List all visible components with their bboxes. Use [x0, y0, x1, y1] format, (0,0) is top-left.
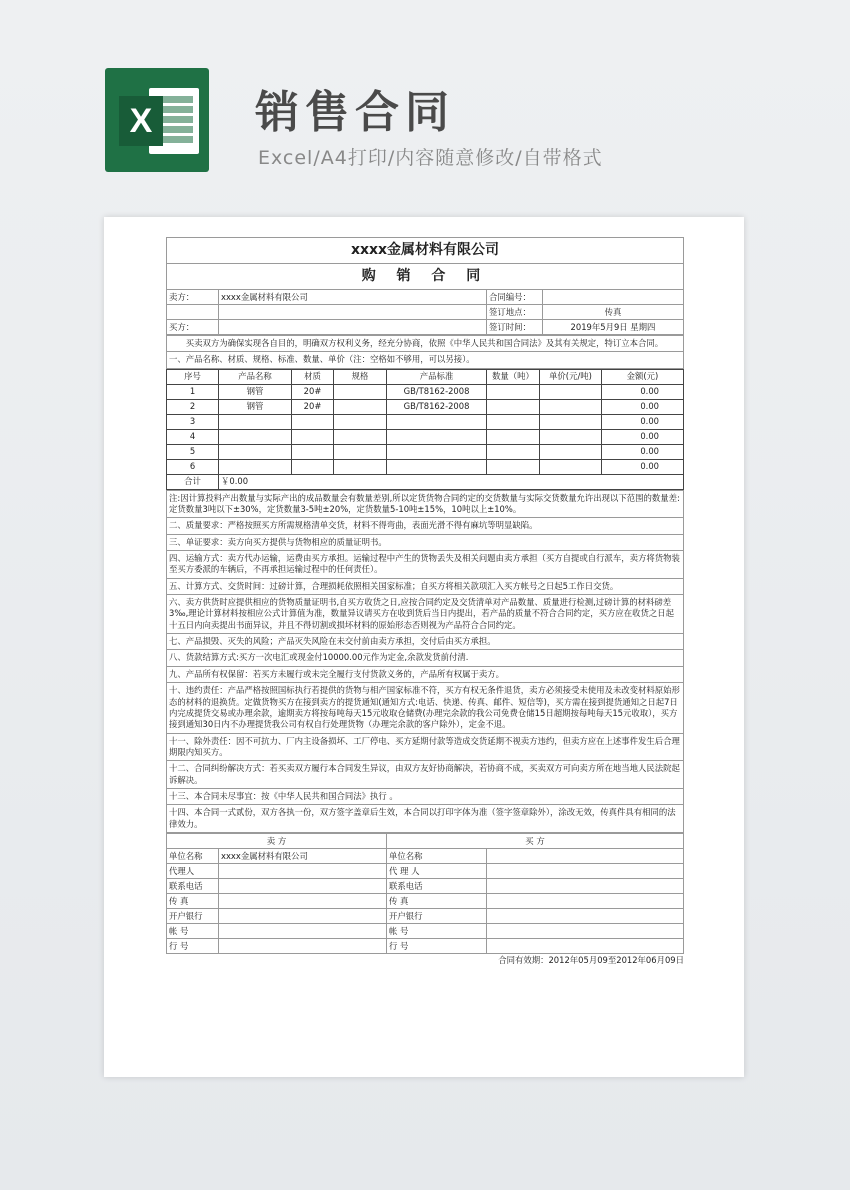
item-no: 5 [167, 444, 219, 459]
item-material [292, 429, 334, 444]
party-lv [219, 908, 387, 923]
party-row [167, 923, 684, 938]
table-row [167, 384, 684, 399]
items-header-cell: 数量（吨） [487, 369, 540, 384]
party-lv [219, 893, 387, 908]
item-std: GB/T8162-2008 [387, 399, 487, 414]
party-l: 传 真 [167, 893, 219, 908]
clause-text: 二、质量要求：严格按照买方所需规格清单交货，材料不得弯曲，表面光滑不得有麻坑等明显缺陷。 [167, 518, 684, 534]
party-row [167, 848, 684, 863]
item-price [540, 444, 602, 459]
clauses-table [166, 490, 684, 833]
clause-text: 十二、合同纠纷解决方式：若买卖双方履行本合同发生异议，由双方友好协商解决，若协商不成，买卖双方可向卖方所在地当地人民法院起诉解决。 [167, 761, 684, 789]
party-rv [487, 878, 684, 893]
item-qty [487, 384, 540, 399]
clause-text: 七、产品损毁、灭失的风险；产品灭失风险在未交付前由卖方承担，交付后由买方承担。 [167, 634, 684, 650]
item-std [387, 429, 487, 444]
item-name: 钢管 [219, 399, 292, 414]
total-value: ￥0.00 [219, 474, 684, 489]
items-header-cell: 序号 [167, 369, 219, 384]
party-l: 帐 号 [167, 923, 219, 938]
item-amount: 0.00 [602, 399, 684, 414]
party-r: 开户银行 [387, 908, 487, 923]
contract-no-label: 合同编号： [487, 290, 543, 305]
items-header-cell: 规格 [334, 369, 387, 384]
items-table [166, 369, 684, 490]
item-spec [334, 414, 387, 429]
item-no: 4 [167, 429, 219, 444]
contract-sheet [166, 237, 684, 965]
clause-text: 十三、本合同未尽事宜：按《中华人民共和国合同法》执行 。 [167, 788, 684, 804]
sign-place-value: 传真 [543, 305, 684, 320]
item-spec [334, 459, 387, 474]
items-header-cell: 金额(元) [602, 369, 684, 384]
sign-time-label: 签订时间： [487, 320, 543, 335]
party-rv [487, 908, 684, 923]
seller-label: 卖方： [167, 290, 219, 305]
sign-place-label: 签订地点： [487, 305, 543, 320]
company-name: xxxx金属材料有限公司 [167, 238, 684, 264]
party-lv: xxxx金属材料有限公司 [219, 848, 387, 863]
item-spec [334, 444, 387, 459]
item-qty [487, 399, 540, 414]
clause-text: 四、运输方式：卖方代办运输，运费由买方承担。运输过程中产生的货物丢失及相关问题由卖方承担（买方自提或自行派车，卖方将货物装至买方委派的车辆后，不再承担运输过程中的任何责任）。 [167, 551, 684, 579]
party-r: 帐 号 [387, 923, 487, 938]
item-name [219, 444, 292, 459]
party-lv [219, 938, 387, 953]
table-row [167, 444, 684, 459]
item-amount: 0.00 [602, 444, 684, 459]
items-header-cell: 产品名称 [219, 369, 292, 384]
party-l: 行 号 [167, 938, 219, 953]
sign-time-value: 2019年5月9日 星期四 [543, 320, 684, 335]
buyer-party-header: 买 方 [387, 833, 684, 848]
item-price [540, 429, 602, 444]
contract-title: 购 销 合 同 [167, 264, 684, 290]
clause-text: 五、计算方式、交货时间：过磅计算，合理损耗依照相关国家标准；自买方将相关款项汇入买方帐号之日起5工作日交货。 [167, 578, 684, 594]
item-qty [487, 459, 540, 474]
header-table [166, 237, 684, 335]
buyer-value [219, 320, 487, 335]
intro-text: 买卖双方为确保实现各自目的，明确双方权利义务，经充分协商，依照《中华人民共和国合同法》及其有关规定，特订立本合同。 [167, 336, 684, 352]
items-header-row [167, 369, 684, 384]
item-amount: 0.00 [602, 414, 684, 429]
item-spec [334, 384, 387, 399]
item-qty [487, 444, 540, 459]
item-spec [334, 399, 387, 414]
seller-party-header: 卖 方 [167, 833, 387, 848]
item-no: 2 [167, 399, 219, 414]
seller-value: xxxx金属材料有限公司 [219, 290, 487, 305]
party-r: 代 理 人 [387, 863, 487, 878]
party-row [167, 938, 684, 953]
item-price [540, 384, 602, 399]
buyer-label: 买方： [167, 320, 219, 335]
clause-text: 六、卖方供货时应提供相应的货物质量证明书,自买方收货之日,应按合同约定及交货清单对产品数量、质量进行检测,过磅计算的材料磅差3‰,理论计算材料按相应公式计算值为准，数量异议请买方在收到货后当日内提出，若产品的质量不符合合同约定，买方应在收货之日起十五日内向卖提出书面异议，并且不得切割或损坏材料的原始形态否则视为产品符合合同约定。 [167, 595, 684, 634]
party-lv [219, 863, 387, 878]
section-1-title: 一、产品名称、材质、规格、标准、数量、单价（注：空格如不够用，可以另接）。 [167, 352, 684, 368]
excel-x-icon: X [119, 96, 163, 146]
party-rv [487, 893, 684, 908]
table-row [167, 414, 684, 429]
item-no: 6 [167, 459, 219, 474]
item-price [540, 399, 602, 414]
item-amount: 0.00 [602, 459, 684, 474]
party-rv [487, 923, 684, 938]
table-row [167, 429, 684, 444]
contract-validity: 合同有效期：2012年05月09至2012年06月09日 [498, 954, 684, 965]
items-header-cell: 材质 [292, 369, 334, 384]
item-qty [487, 429, 540, 444]
item-material: 20# [292, 399, 334, 414]
party-row [167, 908, 684, 923]
party-rv [487, 938, 684, 953]
item-material [292, 459, 334, 474]
item-no: 1 [167, 384, 219, 399]
parties-table [166, 833, 684, 954]
total-row [167, 474, 684, 489]
items-header-cell: 单价(元/吨) [540, 369, 602, 384]
party-row [167, 863, 684, 878]
total-label: 合计 [167, 474, 219, 489]
table-row [167, 459, 684, 474]
party-r: 单位名称 [387, 848, 487, 863]
item-amount: 0.00 [602, 429, 684, 444]
clause-text: 十一、除外责任：因不可抗力、厂内主设备损坏、工厂停电、买方延期付款等造成交货延期不视卖方违约，但卖方应在上述事件发生后合理期限内知买方。 [167, 733, 684, 761]
party-l: 开户银行 [167, 908, 219, 923]
item-name [219, 459, 292, 474]
party-r: 行 号 [387, 938, 487, 953]
item-material [292, 444, 334, 459]
item-std [387, 444, 487, 459]
party-rv [487, 848, 684, 863]
excel-logo [105, 68, 209, 172]
item-material: 20# [292, 384, 334, 399]
clause-text: 十四、本合同一式贰份，双方各执一份，双方签字盖章后生效，本合同以打印字体为准（签字签章除外），涂改无效，传真件具有相同的法律效力。 [167, 805, 684, 833]
party-row [167, 893, 684, 908]
party-lv [219, 878, 387, 893]
item-spec [334, 429, 387, 444]
party-r: 传 真 [387, 893, 487, 908]
item-qty [487, 414, 540, 429]
clause-text: 三、单证要求：卖方向买方提供与货物相应的质量证明书。 [167, 534, 684, 550]
item-material [292, 414, 334, 429]
item-price [540, 459, 602, 474]
quantity-note: 注:因计算投料产出数量与实际产出的成品数量会有数量差别,所以定货货物合同约定的交货数量与实际交货数量允许出现以下范围的数量差:定货数量3吨以下±30%，定货数量3-5吨±20%，定货数量5-10吨±15%，10吨以上±10%。 [167, 490, 684, 518]
item-price [540, 414, 602, 429]
party-lv [219, 923, 387, 938]
item-std [387, 459, 487, 474]
item-amount: 0.00 [602, 384, 684, 399]
party-r: 联系电话 [387, 878, 487, 893]
item-name: 钢管 [219, 384, 292, 399]
item-std: GB/T8162-2008 [387, 384, 487, 399]
party-l: 代理人 [167, 863, 219, 878]
item-name [219, 414, 292, 429]
page-subtitle: Excel/A4打印/内容随意修改/自带格式 [258, 147, 603, 169]
party-l: 单位名称 [167, 848, 219, 863]
document-preview [104, 217, 744, 1077]
page-title: 销售合同 [255, 87, 455, 138]
clause-text: 十、违约责任：产品严格按照国标执行若提供的货物与相产国家标准不符，买方有权无条件退货，卖方必须接受未使用及未改变材料原始形态的材料的退换货。定做货物买方在接到卖方的提货通知(通知方式:电话、快递、传真、邮件、短信等)，买方需在接到提货通知之日起7日内完成提货交易或办理余款，逾期卖方将按每吨每天15元收取仓储费(办理完余款的我公司免费仓储15日超期按每吨每天15元收取），买方接到通知30日内不办理提货我公司有权自行处理货物（办理完余款的客户除外），定金不退。 [167, 683, 684, 733]
clause-text: 九、产品所有权保留：若买方未履行或未完全履行支付货款义务的，产品所有权属于卖方。 [167, 666, 684, 682]
party-l: 联系电话 [167, 878, 219, 893]
party-row [167, 878, 684, 893]
contract-no-value [543, 290, 684, 305]
party-rv [487, 863, 684, 878]
item-name [219, 429, 292, 444]
item-std [387, 414, 487, 429]
item-no: 3 [167, 414, 219, 429]
items-header-cell: 产品标准 [387, 369, 487, 384]
table-row [167, 399, 684, 414]
clause-text: 八、货款结算方式:买方一次电汇或现金付10000.00元作为定金,余款发货前付清. [167, 650, 684, 666]
intro-table [166, 335, 684, 369]
